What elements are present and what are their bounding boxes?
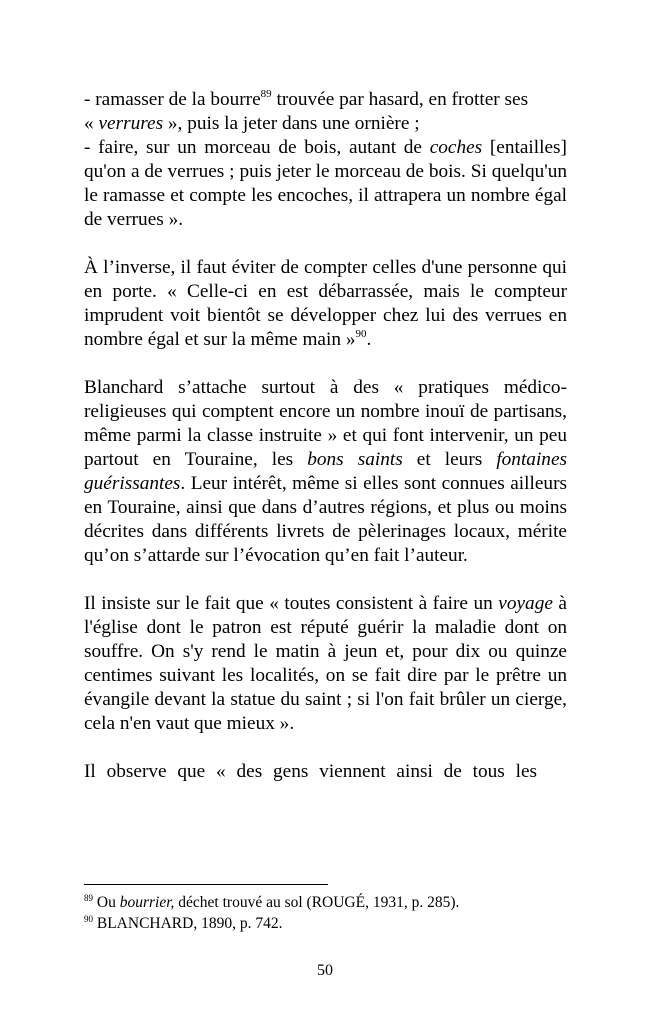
footnote-ref-89[interactable]: 89 <box>260 88 272 100</box>
italic-term: verrures <box>98 113 164 134</box>
text-run: Il observe que « des gens viennent ainsi de tous les <box>84 761 538 782</box>
footnotes <box>84 892 567 934</box>
footnote-divider <box>84 884 328 885</box>
paragraph-2 <box>84 256 567 352</box>
main-text <box>84 88 567 784</box>
paragraph-1 <box>84 88 567 136</box>
italic-term: fontaines guérissantes <box>84 449 568 494</box>
text-run: . Leur intérêt, même si elles sont connues ailleurs en Touraine, ainsi que dans d’autres régions, et plus ou moins décrites dans différents livrets de pèlerinages locaux, mérite qu’on s’attarde sur l’évocation qu’en fait l’auteur. <box>84 473 567 566</box>
footnote-number: 89 <box>84 893 93 903</box>
footnote-ref-90[interactable]: 90 <box>355 328 367 340</box>
text-run: trouvée par hasard, en frotter ses <box>271 89 529 110</box>
italic-term: bons saints <box>307 449 403 470</box>
text-run: », puis la jeter dans une ornière ; <box>163 113 420 134</box>
text-run: et leurs <box>402 449 497 470</box>
text-run: Il insiste sur le fait que « toutes consistent à faire un <box>84 593 499 614</box>
text-run: - faire, sur un morceau de bois, autant de <box>84 137 430 158</box>
text-run: . <box>366 329 372 350</box>
page-number: 50 <box>317 962 333 979</box>
text-run: - ramasser de la bourre <box>84 89 261 110</box>
italic-term: voyage <box>498 593 553 614</box>
paragraph-4 <box>84 592 567 736</box>
text-run: BLANCHARD, 1890, p. 742. <box>93 915 283 932</box>
text-run: Ou <box>93 894 120 911</box>
paragraph-5 <box>84 760 567 784</box>
text-run: À l’inverse, il faut éviter de compter celles d'une personne qui en porte. « Celle-ci en est débarrassée, mais le compteur imprudent voit bientôt se développer chez lui des verrues en nombre égal et sur la même main » <box>84 257 567 350</box>
footnote-89 <box>84 892 567 913</box>
italic-term: bourrier, <box>119 894 175 911</box>
paragraph-1-item-2 <box>84 136 567 232</box>
text-run: Blanchard s’attache surtout à des « pratiques médico-religieuses qui comptent encore un nombre inouï de partisans, même parmi la classe instruite » et qui font intervenir, un peu partout en Touraine, les <box>84 377 567 470</box>
footnote-number: 90 <box>84 914 93 924</box>
footnote-90 <box>84 913 567 934</box>
text-run: déchet trouvé au sol (ROUGÉ, 1931, p. 285). <box>174 894 460 911</box>
text-run: « <box>84 113 99 134</box>
text-run: à l'église dont le patron est réputé guérir la maladie dont on souffre. On s'y rend le matin à jeun et, pour dix ou quinze centimes suivant les localités, on se fait dire par le prêtre un évangile devant la statue du saint ; si l'on fait brûler un cierge, cela n'en vaut que mieux ». <box>84 593 567 734</box>
italic-term: coches <box>429 137 483 158</box>
paragraph-3 <box>84 376 567 568</box>
text-run: [entailles] qu'on a de verrues ; puis jeter le morceau de bois. Si quelqu'un le ramasse et compte les encoches, il attrapera un nombre égal de verrues ». <box>84 137 567 230</box>
